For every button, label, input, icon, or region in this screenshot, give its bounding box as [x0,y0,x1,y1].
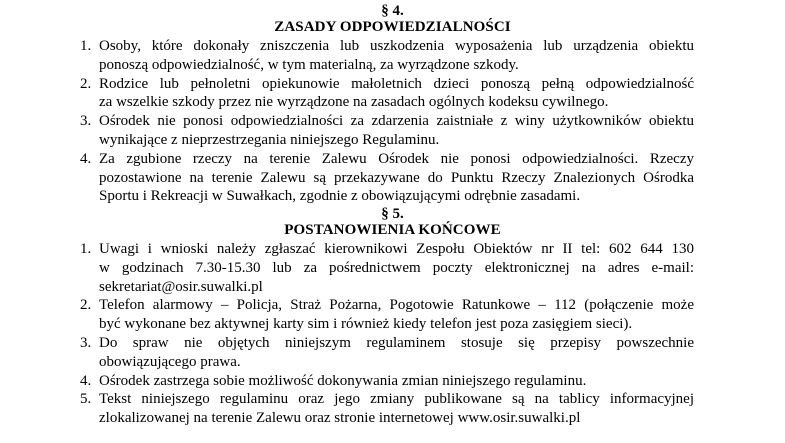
list-item-text [99,112,694,150]
text-line: Ośrodek nie ponosi odpowiedzialności za zdarzenia zaistniałe z winy użytkowników obiektu [99,113,694,130]
text-line: Tekst niniejszego regulaminu oraz jego zmiany publikowane są na tablicy informacyjnej [99,391,694,408]
text-line: Rodzice lub pełnoletni opiekunowie małoletnich dzieci ponoszą pełną odpowiedzialność [99,75,694,92]
list-item-text [99,240,694,296]
text-line: Telefon alarmowy – Policja, Straż Pożarna, Pogotowie Ratunkowe – 112 (połączenie może [99,297,694,314]
list-item-text [99,75,694,113]
list-item-number: 4. [80,372,92,389]
section-4-title: ZASADY ODPOWIEDZIALNOŚCI [274,19,511,35]
text-line: w godzinach 7.30-15.30 lub za pośrednictwem poczty elektronicznej na adres e-mail: [99,259,694,276]
list-item [0,296,785,334]
list-item-number: 2. [80,75,92,92]
section-4-list [0,37,785,206]
list-item [0,390,785,428]
list-item [0,334,785,372]
text-line: Za zgubione rzeczy na terenie Zalewu Ośrodek nie ponosi odpowiedzialności. Rzeczy [99,150,694,167]
list-item-number: 2. [80,297,92,314]
text-line: Sportu i Rekreacji w Suwałkach, zgodnie z obowiązującymi odrębnie zasadami. [99,188,581,205]
text-line: Uwagi i wnioski należy zgłaszać kierownikowi Zespołu Obiektów nr II tel: 602 644 130 [99,241,694,257]
list-item [0,372,785,391]
email-link-text[interactable]: sekretariat@osir.suwalki.pl [99,278,263,295]
list-item-number: 1. [80,38,92,54]
text-line: ponoszą odpowiedzialność, w tym materialną, za wyrządzone szkody. [99,56,519,73]
list-item [0,150,785,206]
list-item-text [99,150,694,206]
list-item [0,75,785,113]
section-5-mark: § 5. [381,206,404,222]
list-item-number: 3. [80,334,92,351]
list-item [0,112,785,150]
list-item-text [99,296,694,334]
section-4-mark: § 4. [381,3,404,19]
section-5-list [0,240,785,428]
text-line: Do spraw nie objętych niniejszym regulaminem stosuje się przepisy powszechnie [99,334,694,351]
list-item-number: 3. [80,113,92,130]
list-item-text [99,334,694,372]
text-line: wynikające z nieprzestrzegania niniejszego Regulaminu. [99,131,440,148]
section-5-title: POSTANOWIENIA KOŃCOWE [284,222,501,238]
list-item-text [99,390,694,428]
text-line: za wszelkie szkody przez nie wyrządzone na zasadach ogólnych kodeksu cywilnego. [99,94,609,111]
text-line: Ośrodek zastrzega sobie możliwość dokonywania zmian niniejszego regulaminu. [99,372,587,389]
list-item [0,37,785,75]
list-item-text [99,37,694,75]
list-item-number: 4. [80,150,92,167]
list-item-number: 1. [80,241,92,257]
list-item-number: 5. [80,391,92,408]
text-line: obowiązującego prawa. [99,353,241,370]
text-line: Osoby, które dokonały zniszczenia lub uszkodzenia wyposażenia lub urządzenia obiektu [99,38,694,54]
text-line: być wykonane bez aktywnej karty sim i również kiedy telefon jest poza zasięgiem sieci). [99,316,633,333]
list-item [0,240,785,296]
list-item-text [99,372,694,391]
text-line: zlokalizowanej na terenie Zalewu oraz stronie internetowej www.osir.suwalki.pl [99,410,581,427]
text-line: pozostawione na terenie Zalewu są przekazywane do Punktu Rzeczy Znalezionych Ośrodka [99,169,694,186]
